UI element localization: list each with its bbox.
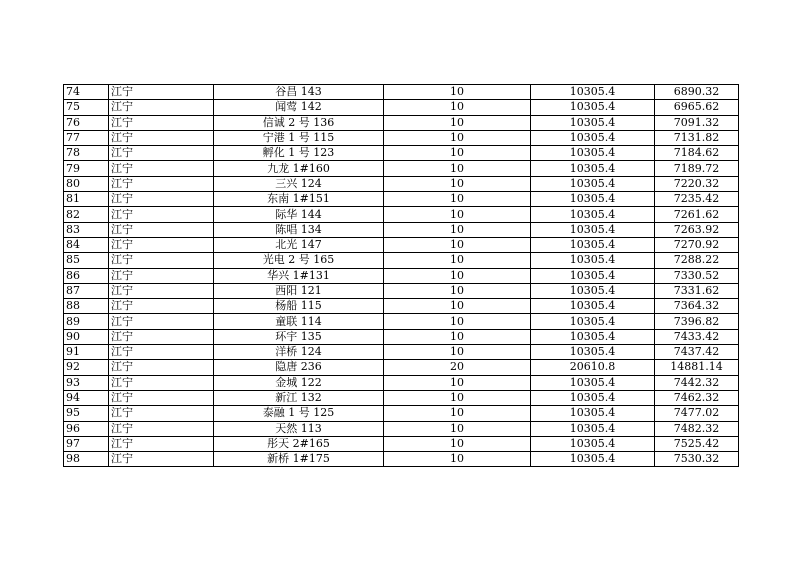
district-cell: 江宁	[109, 85, 214, 100]
name-cell: 金城 122	[214, 375, 384, 390]
total-cell: 7189.72	[655, 161, 739, 176]
quantity-cell: 10	[384, 253, 531, 268]
row-number-cell: 84	[64, 237, 109, 252]
amount-cell: 10305.4	[531, 329, 655, 344]
name-cell: 杨船 115	[214, 299, 384, 314]
total-cell: 7263.92	[655, 222, 739, 237]
amount-cell: 10305.4	[531, 130, 655, 145]
name-cell: 天然 113	[214, 421, 384, 436]
table-row	[64, 146, 739, 161]
table-row	[64, 237, 739, 252]
name-cell: 光电 2 号 165	[214, 253, 384, 268]
total-cell: 7396.82	[655, 314, 739, 329]
row-number-cell: 96	[64, 421, 109, 436]
quantity-cell: 10	[384, 436, 531, 451]
quantity-cell: 10	[384, 375, 531, 390]
row-number-cell: 81	[64, 192, 109, 207]
name-cell: 际华 144	[214, 207, 384, 222]
name-cell: 华兴 1#131	[214, 268, 384, 283]
name-cell: 新桥 1#175	[214, 452, 384, 467]
row-number-cell: 97	[64, 436, 109, 451]
name-cell: 信诚 2 号 136	[214, 115, 384, 130]
total-cell: 6965.62	[655, 100, 739, 115]
amount-cell: 10305.4	[531, 237, 655, 252]
quantity-cell: 10	[384, 237, 531, 252]
table-row	[64, 192, 739, 207]
quantity-cell: 10	[384, 85, 531, 100]
quantity-cell: 10	[384, 345, 531, 360]
row-number-cell: 74	[64, 85, 109, 100]
quantity-cell: 10	[384, 100, 531, 115]
total-cell: 7261.62	[655, 207, 739, 222]
table-row	[64, 100, 739, 115]
amount-cell: 20610.8	[531, 360, 655, 375]
amount-cell: 10305.4	[531, 85, 655, 100]
quantity-cell: 10	[384, 146, 531, 161]
quantity-cell: 10	[384, 390, 531, 405]
amount-cell: 10305.4	[531, 192, 655, 207]
amount-cell: 10305.4	[531, 222, 655, 237]
name-cell: 北光 147	[214, 237, 384, 252]
table-row	[64, 130, 739, 145]
table-row	[64, 329, 739, 344]
total-cell: 6890.32	[655, 85, 739, 100]
name-cell: 新江 132	[214, 390, 384, 405]
amount-cell: 10305.4	[531, 345, 655, 360]
quantity-cell: 10	[384, 161, 531, 176]
quantity-cell: 10	[384, 192, 531, 207]
total-cell: 7482.32	[655, 421, 739, 436]
quantity-cell: 10	[384, 299, 531, 314]
district-cell: 江宁	[109, 329, 214, 344]
name-cell: 洋桥 124	[214, 345, 384, 360]
name-cell: 西阳 121	[214, 283, 384, 298]
district-cell: 江宁	[109, 222, 214, 237]
amount-cell: 10305.4	[531, 406, 655, 421]
total-cell: 7235.42	[655, 192, 739, 207]
amount-cell: 10305.4	[531, 314, 655, 329]
total-cell: 7437.42	[655, 345, 739, 360]
amount-cell: 10305.4	[531, 421, 655, 436]
district-cell: 江宁	[109, 436, 214, 451]
amount-cell: 10305.4	[531, 253, 655, 268]
row-number-cell: 89	[64, 314, 109, 329]
table-row	[64, 299, 739, 314]
row-number-cell: 80	[64, 176, 109, 191]
row-number-cell: 90	[64, 329, 109, 344]
row-number-cell: 77	[64, 130, 109, 145]
table-row	[64, 176, 739, 191]
amount-cell: 10305.4	[531, 390, 655, 405]
district-cell: 江宁	[109, 237, 214, 252]
amount-cell: 10305.4	[531, 299, 655, 314]
amount-cell: 10305.4	[531, 207, 655, 222]
table-row	[64, 452, 739, 467]
district-cell: 江宁	[109, 360, 214, 375]
name-cell: 环宇 135	[214, 329, 384, 344]
amount-cell: 10305.4	[531, 161, 655, 176]
district-cell: 江宁	[109, 390, 214, 405]
table-row	[64, 375, 739, 390]
amount-cell: 10305.4	[531, 176, 655, 191]
row-number-cell: 76	[64, 115, 109, 130]
district-cell: 江宁	[109, 207, 214, 222]
quantity-cell: 10	[384, 268, 531, 283]
amount-cell: 10305.4	[531, 115, 655, 130]
row-number-cell: 93	[64, 375, 109, 390]
name-cell: 九龙 1#160	[214, 161, 384, 176]
quantity-cell: 10	[384, 329, 531, 344]
row-number-cell: 78	[64, 146, 109, 161]
quantity-cell: 10	[384, 130, 531, 145]
amount-cell: 10305.4	[531, 452, 655, 467]
table-row	[64, 421, 739, 436]
district-cell: 江宁	[109, 115, 214, 130]
quantity-cell: 10	[384, 421, 531, 436]
district-cell: 江宁	[109, 421, 214, 436]
amount-cell: 10305.4	[531, 375, 655, 390]
name-cell: 孵化 1 号 123	[214, 146, 384, 161]
total-cell: 7331.62	[655, 283, 739, 298]
district-cell: 江宁	[109, 268, 214, 283]
table-row	[64, 360, 739, 375]
row-number-cell: 82	[64, 207, 109, 222]
name-cell: 陈唱 134	[214, 222, 384, 237]
table-row	[64, 222, 739, 237]
table-row	[64, 390, 739, 405]
row-number-cell: 86	[64, 268, 109, 283]
district-cell: 江宁	[109, 146, 214, 161]
amount-cell: 10305.4	[531, 146, 655, 161]
data-table	[63, 84, 739, 467]
amount-cell: 10305.4	[531, 436, 655, 451]
district-cell: 江宁	[109, 253, 214, 268]
row-number-cell: 95	[64, 406, 109, 421]
quantity-cell: 10	[384, 207, 531, 222]
district-cell: 江宁	[109, 375, 214, 390]
name-cell: 彤天 2#165	[214, 436, 384, 451]
total-cell: 7530.32	[655, 452, 739, 467]
table-row	[64, 436, 739, 451]
total-cell: 7184.62	[655, 146, 739, 161]
table-row	[64, 406, 739, 421]
amount-cell: 10305.4	[531, 283, 655, 298]
quantity-cell: 10	[384, 452, 531, 467]
row-number-cell: 85	[64, 253, 109, 268]
row-number-cell: 79	[64, 161, 109, 176]
total-cell: 7091.32	[655, 115, 739, 130]
quantity-cell: 10	[384, 115, 531, 130]
district-cell: 江宁	[109, 314, 214, 329]
district-cell: 江宁	[109, 299, 214, 314]
total-cell: 7442.32	[655, 375, 739, 390]
district-cell: 江宁	[109, 100, 214, 115]
district-cell: 江宁	[109, 192, 214, 207]
table-row	[64, 314, 739, 329]
total-cell: 7477.02	[655, 406, 739, 421]
district-cell: 江宁	[109, 406, 214, 421]
name-cell: 童联 114	[214, 314, 384, 329]
total-cell: 7220.32	[655, 176, 739, 191]
district-cell: 江宁	[109, 283, 214, 298]
district-cell: 江宁	[109, 345, 214, 360]
row-number-cell: 88	[64, 299, 109, 314]
total-cell: 7433.42	[655, 329, 739, 344]
table-row	[64, 161, 739, 176]
total-cell: 7462.32	[655, 390, 739, 405]
row-number-cell: 94	[64, 390, 109, 405]
amount-cell: 10305.4	[531, 100, 655, 115]
quantity-cell: 10	[384, 406, 531, 421]
district-cell: 江宁	[109, 161, 214, 176]
total-cell: 7525.42	[655, 436, 739, 451]
quantity-cell: 10	[384, 222, 531, 237]
name-cell: 东南 1#151	[214, 192, 384, 207]
table-row	[64, 253, 739, 268]
name-cell: 三兴 124	[214, 176, 384, 191]
row-number-cell: 92	[64, 360, 109, 375]
quantity-cell: 10	[384, 314, 531, 329]
total-cell: 7330.52	[655, 268, 739, 283]
total-cell: 14881.14	[655, 360, 739, 375]
quantity-cell: 10	[384, 176, 531, 191]
total-cell: 7364.32	[655, 299, 739, 314]
quantity-cell: 20	[384, 360, 531, 375]
total-cell: 7270.92	[655, 237, 739, 252]
total-cell: 7288.22	[655, 253, 739, 268]
table-row	[64, 345, 739, 360]
district-cell: 江宁	[109, 452, 214, 467]
table-body	[64, 85, 739, 467]
row-number-cell: 87	[64, 283, 109, 298]
row-number-cell: 83	[64, 222, 109, 237]
total-cell: 7131.82	[655, 130, 739, 145]
table-row	[64, 85, 739, 100]
table-row	[64, 283, 739, 298]
table-row	[64, 268, 739, 283]
name-cell: 泰融 1 号 125	[214, 406, 384, 421]
name-cell: 谷昌 143	[214, 85, 384, 100]
district-cell: 江宁	[109, 176, 214, 191]
row-number-cell: 98	[64, 452, 109, 467]
row-number-cell: 75	[64, 100, 109, 115]
amount-cell: 10305.4	[531, 268, 655, 283]
name-cell: 宁港 1 号 115	[214, 130, 384, 145]
table-row	[64, 115, 739, 130]
table-row	[64, 207, 739, 222]
district-cell: 江宁	[109, 130, 214, 145]
name-cell: 闻莺 142	[214, 100, 384, 115]
row-number-cell: 91	[64, 345, 109, 360]
name-cell: 隐唐 236	[214, 360, 384, 375]
quantity-cell: 10	[384, 283, 531, 298]
